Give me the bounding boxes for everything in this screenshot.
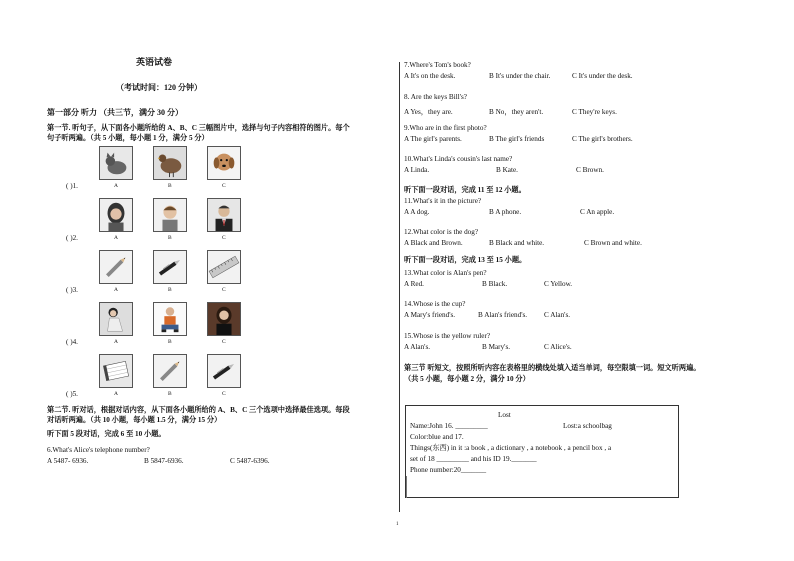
q7-option-b: B It's under the chair. — [489, 72, 551, 80]
question-4-picture-b-boy-sitting-icon — [153, 302, 187, 336]
q15-option-c: C Alice's. — [544, 343, 572, 351]
q13-question: 13.What color is Alan's pen? — [404, 269, 487, 277]
part1-heading: 第一部分 听力 （共三节，满分 30 分） — [47, 108, 183, 117]
q9-option-a: A The girl's parents. — [404, 135, 462, 143]
page-number: 1 — [396, 522, 399, 527]
sec1-instruction-line2: 句子听两遍。（共 5 小题，每小题 1 分，满分 5 分） — [47, 134, 209, 142]
q12-option-a: A Black and Brown. — [404, 239, 463, 247]
question-5-picture-b-pencil-icon — [153, 354, 187, 388]
q6-option-c: C 5487-6396. — [230, 457, 270, 465]
q15-question: 15.Whose is the yellow ruler? — [404, 332, 491, 340]
q10-option-c: C Brown. — [576, 166, 604, 174]
column-divider — [399, 62, 400, 512]
question-2-label-c: C — [222, 235, 226, 241]
lost-heading: Lost — [498, 411, 511, 419]
dialog-6-10-intro: 听下面 5 段对话，完成 6 至 10 小题。 — [47, 430, 166, 438]
q10-question: 10.What's Linda's cousin's last name? — [404, 155, 513, 163]
question-2-picture-b-boy-icon — [153, 198, 187, 232]
question-1-picture-b-hen-icon — [153, 146, 187, 180]
q9-question: 9.Who are in the first photo? — [404, 124, 487, 132]
q9-option-b: B The girl's friends — [489, 135, 545, 143]
q13-option-c: C Yellow. — [544, 280, 573, 288]
exam-title: 英语试卷 — [136, 57, 173, 67]
question-3-picture-c-ruler-icon — [207, 250, 241, 284]
q11-option-b: B A phone. — [489, 208, 522, 216]
question-4-label-c: C — [222, 339, 226, 345]
q11-question: 11.What's it in the picture? — [404, 197, 482, 205]
lost-color-field: Color:blue and 17. — [410, 433, 464, 441]
question-5-number: ( )5. — [66, 390, 78, 398]
q13-option-a: A Red. — [404, 280, 424, 288]
lost-phone-field: Phone number:20_______ — [410, 466, 487, 474]
question-2-picture-c-man-icon — [207, 198, 241, 232]
sec3-instruction-line1: 第三节 听短文，按照所听内容在表格里的横线处填入适当单词，每空限填一词。短文听两遍。 — [404, 364, 701, 372]
question-3-label-c: C — [222, 287, 226, 293]
lost-notice-box — [405, 405, 679, 498]
sec2-instruction-line2: 对话听两遍。（共 10 小题，每小题 1.5 分，满分 15 分） — [47, 416, 222, 424]
q14-question: 14.Whose is the cup? — [404, 300, 466, 308]
q6-question: 6.What's Alice's telephone number? — [47, 446, 150, 454]
sec2-instruction-line1: 第二节. 听对话，根据对话内容，从下面各小题所给的 A、B、C 三个选项中选择最佳选项。每段 — [47, 406, 350, 414]
question-4-picture-c-woman-icon — [207, 302, 241, 336]
dialog-11-12-intro: 听下面一段对话，完成 11 至 12 小题。 — [404, 186, 526, 194]
q6-option-b: B 5847-6936. — [144, 457, 184, 465]
question-4-number: ( )4. — [66, 338, 78, 346]
q10-option-a: A Linda. — [404, 166, 430, 174]
q7-option-c: C It's under the desk. — [572, 72, 633, 80]
question-4-label-a: A — [114, 339, 118, 345]
q9-option-c: C The girl's brothers. — [572, 135, 633, 143]
q12-question: 12.What color is the dog? — [404, 228, 479, 236]
q8-option-b: B No，they aren't. — [489, 108, 544, 116]
q11-option-c: C An apple. — [580, 208, 615, 216]
q13-option-b: B Black. — [482, 280, 508, 288]
box-inner-line — [406, 476, 408, 498]
question-4-picture-a-girl-sitting-icon — [99, 302, 133, 336]
question-2-picture-a-girl-icon — [99, 198, 133, 232]
dialog-13-15-intro: 听下面一段对话，完成 13 至 15 小题。 — [404, 256, 527, 264]
exam-time: （考试时间：120 分钟） — [116, 83, 202, 92]
q12-option-c: C Brown and white. — [584, 239, 642, 247]
question-2-label-b: B — [168, 235, 172, 241]
lost-set-field: set of 18 _________ and his ID 19._______ — [410, 455, 537, 463]
q11-option-a: A A dog. — [404, 208, 430, 216]
question-3-label-b: B — [168, 287, 172, 293]
question-1-label-b: B — [168, 183, 172, 189]
question-1-label-a: A — [114, 183, 118, 189]
question-1-label-c: C — [222, 183, 226, 189]
q8-option-c: C They're keys. — [572, 108, 617, 116]
question-3-picture-a-pencil-icon — [99, 250, 133, 284]
q8-option-a: A Yes，they are. — [404, 108, 453, 116]
question-2-label-a: A — [114, 235, 118, 241]
lost-item-field: Lost:a schoolbag — [563, 422, 612, 430]
sec1-instruction-line1: 第一节. 听句子，从下面各小题所给的 A、B、C 三幅图片中，选择与句子内容相符的图片。每个 — [47, 124, 350, 132]
question-2-number: ( )2. — [66, 234, 78, 242]
q7-question: 7.Where's Tom's book? — [404, 61, 471, 69]
question-5-label-a: A — [114, 391, 118, 397]
question-1-picture-c-dog-icon — [207, 146, 241, 180]
question-1-number: ( )1. — [66, 182, 78, 190]
question-5-picture-c-pen-icon — [207, 354, 241, 388]
sec3-instruction-line2: （共 5 小题，每小题 2 分，满分 10 分） — [404, 375, 530, 383]
q8-question: 8. Are the keys Bill's? — [404, 93, 467, 101]
q14-option-b: B Alan's friend's. — [478, 311, 528, 319]
q14-option-a: A Mary's friend's. — [404, 311, 456, 319]
lost-name-field: Name:John 16. _________ — [410, 422, 488, 430]
question-1-picture-a-cat-icon — [99, 146, 133, 180]
q15-option-a: A Alan's. — [404, 343, 431, 351]
question-4-label-b: B — [168, 339, 172, 345]
q7-option-a: A It's on the desk. — [404, 72, 456, 80]
lost-things-field: Things(东西) in it :a book , a dictionary , a notebook , a pencil box , a — [410, 444, 612, 452]
question-5-picture-a-notebook-icon — [99, 354, 133, 388]
question-5-label-c: C — [222, 391, 226, 397]
q12-option-b: B Black and white. — [489, 239, 545, 247]
question-3-number: ( )3. — [66, 286, 78, 294]
q6-option-a: A 5487- 6936. — [47, 457, 89, 465]
q10-option-b: B Kate. — [496, 166, 518, 174]
question-3-label-a: A — [114, 287, 118, 293]
question-3-picture-b-pen-icon — [153, 250, 187, 284]
q14-option-c: C Alan's. — [544, 311, 571, 319]
question-5-label-b: B — [168, 391, 172, 397]
q15-option-b: B Mary's. — [482, 343, 511, 351]
